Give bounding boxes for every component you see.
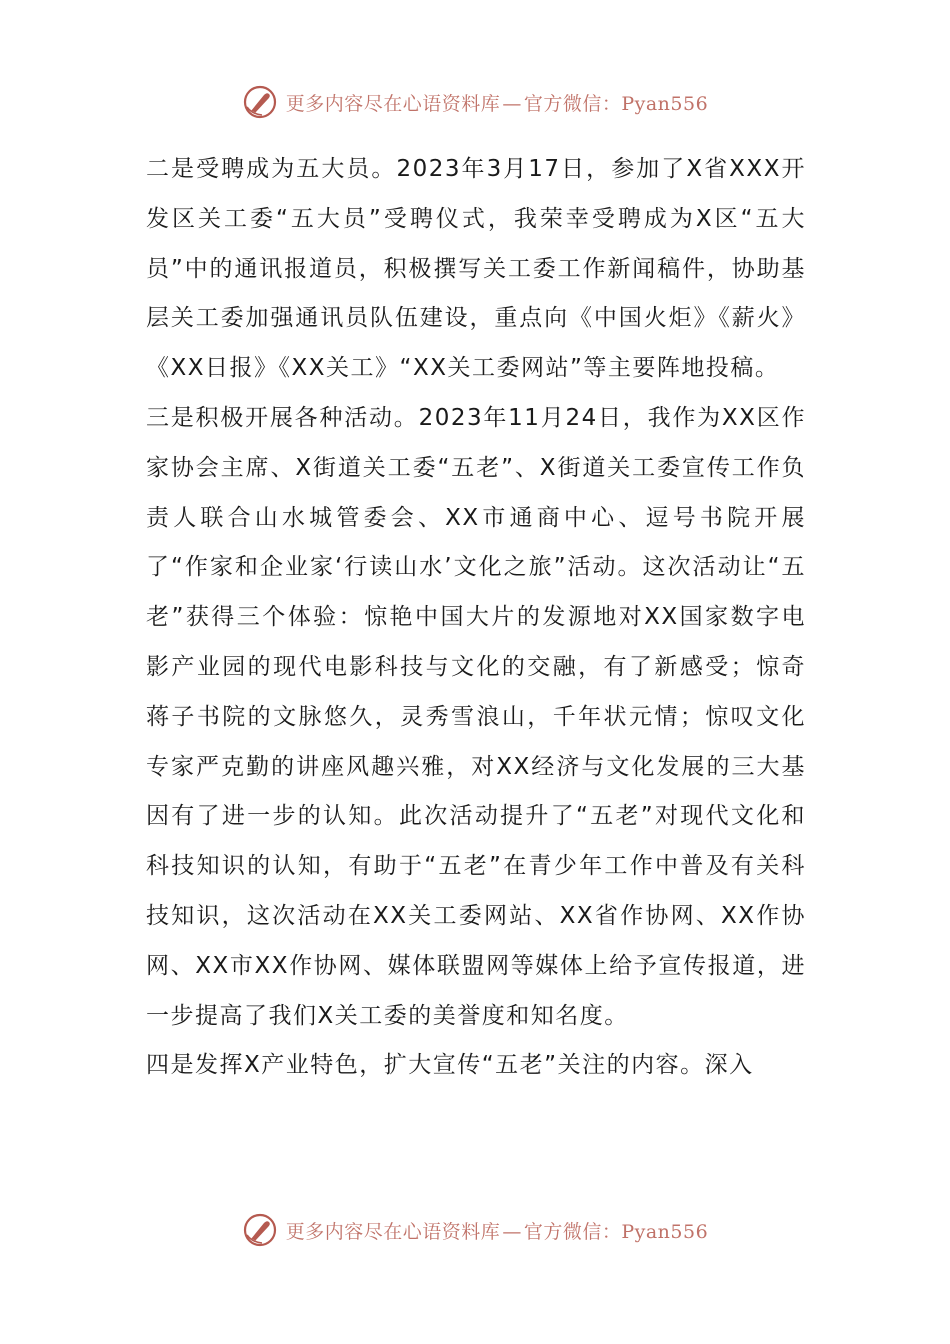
banner-separator: —	[502, 1220, 522, 1243]
banner-wechat-label: 官方微信：	[523, 92, 622, 115]
pen-nib-logo-icon	[242, 84, 278, 120]
pen-nib-logo-icon	[242, 1212, 278, 1248]
banner-brand-text: 更多内容尽在心语资料库	[285, 92, 501, 115]
paragraph: 四是发挥X产业特色，扩大宣传“五老”关注的内容。深入	[146, 1052, 754, 1079]
banner-text	[286, 89, 708, 116]
banner-wechat-id: Pyan556	[621, 92, 709, 115]
banner-wechat-label: 官方微信：	[523, 1220, 622, 1243]
header-banner	[0, 80, 950, 124]
footer-banner	[0, 1208, 950, 1252]
banner-text	[286, 1217, 708, 1244]
banner-brand-text: 更多内容尽在心语资料库	[285, 1220, 501, 1243]
banner-separator: —	[502, 92, 522, 115]
paragraph: 三是积极开展各种活动。2023年11月24日，我作为XX区作家协会主席、X街道关工委“五老”、X街道关工委宣传工作负责人联合山水城管委会、XX市通商中心、逗号书院开展了“作家和企业家‘行读山水’文化之旅”活动。这次活动让“五老”获得三个体验：惊艳中国大片的发源地对XX国家数字电影产业园的现代电影科技与文化的交融，有了新感受；惊奇蒋子书院的文脉悠久，灵秀雪浪山，千年状元情；惊叹文化专家严克勤的讲座风趣兴雅，对XX经济与文化发展的三大基因有了进一步的认知。此次活动提升了“五老”对现代文化和科技知识的认知，有助于“五老”在青少年工作中普及有关科技知识，这次活动在XX关工委网站、XX省作协网、XX作协网、XX市XX作协网、媒体联盟网等媒体上给予宣传报道，进一步提高了我们X关工委的美誉度和知名度。	[146, 404, 806, 1029]
banner-wechat-id: Pyan556	[621, 1220, 709, 1243]
paragraph: 二是受聘成为五大员。2023年3月17日，参加了X省XXX开发区关工委“五大员”受聘仪式，我荣幸受聘成为X区“五大员”中的通讯报道员，积极撰写关工委工作新闻稿件，协助基层关工委加强通讯员队伍建设，重点向《中国火炬》《薪火》《XX日报》《XX关工》“XX关工委网站”等主要阵地投稿。	[146, 156, 806, 382]
document-body	[146, 145, 806, 1091]
